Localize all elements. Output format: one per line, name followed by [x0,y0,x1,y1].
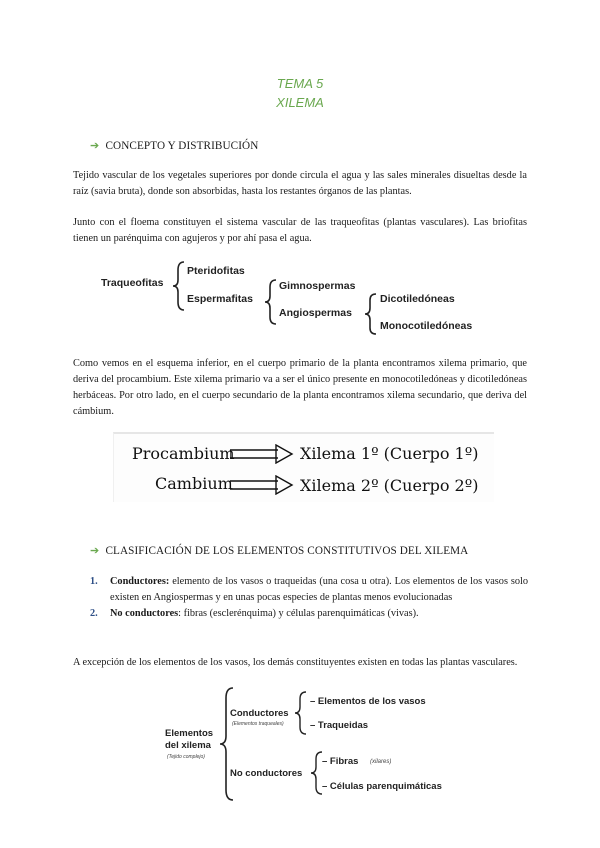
page-title: XILEMA [276,95,324,110]
arrow-right-icon: ➔ [90,545,100,557]
paragraph-definition: Tejido vascular de los vegetales superiores por donde circula el agua y las sales minerales disueltas desde la raíz (savia bruta), donde son absorbidas, hasta los restantes órganos de las plantas. [73,170,527,197]
flow-target-xilema1: Xilema 1º (Cuerpo 1º) [300,444,479,463]
paragraph-excepcion: A excepción de los elementos de los vasos, los demás constituyentes existen en todas las plantas vasculares. [73,657,518,668]
section-heading-concepto [90,139,258,152]
diagram-no-conductores: No conductores [230,768,303,779]
list-item-text [110,574,528,606]
diagram-root-traqueofitas: Traqueofitas [101,277,164,289]
list-item-body: elemento de los vasos o traqueidas (una cosa u otra). Los elementos de los vasos solo existen en Angiospermas y en unas pocas especies de plantas menos evolucionadas [110,576,528,603]
diagram-angiospermas: Angiospermas [279,307,352,319]
diagram-conductores-note: (Elementos traqueales) [232,721,284,727]
section-heading-text: CLASIFICACIÓN DE LOS ELEMENTOS CONSTITUTIVOS DEL XILEMA [105,545,469,557]
list-item [90,574,528,606]
diagram-fibras: – Fibras [322,756,359,767]
paragraph-esquema: Como vemos en el esquema inferior, en el cuerpo primario de la planta encontramos xilema primario, que deriva del procambium. Este xilema primario va a ser el único presente en monocotiledóneas y dicotiledóneas herbáceas. Por otro lado, en el cuerpo secundario de la planta encontramos xilema secundario, que deriva del cámbium. [73,358,527,417]
flow-source-procambium: Procambium [132,444,235,463]
section-heading-text: CONCEPTO Y DISTRIBUCIÓN [105,140,259,152]
diagram-root-elementos [165,728,213,752]
diagram-traqueidas: – Traqueidas [310,720,369,731]
diagram-root-line: Elementos [165,728,214,739]
double-arrow-icon [230,475,296,495]
list-number: 1. [90,576,98,587]
ordered-list [90,574,528,622]
diagram-gimnospermas: Gimnospermas [279,280,356,292]
list-item-body: : fibras (esclerénquima) y células parenquimáticas (vivas). [178,608,419,619]
brace-icon [364,292,380,336]
list-number: 2. [90,608,98,619]
list-item [90,606,528,622]
double-arrow-icon [230,444,296,464]
brace-icon [310,750,324,796]
list-item-label: No conductores [110,608,179,619]
diagram-dicotiledoneas: Dicotiledóneas [380,293,455,305]
brace-icon [218,686,236,802]
diagram-espermafitas: Espermafitas [187,293,253,305]
brace-icon [264,278,280,326]
diagram-root-line: del xilema [165,740,211,751]
section-heading-clasificacion [90,544,468,557]
diagram-conductores: Conductores [230,708,289,719]
flow-target-xilema2: Xilema 2º (Cuerpo 2º) [300,476,479,495]
list-item-text [110,606,419,622]
diagram-pteridofitas: Pteridofitas [187,265,245,277]
brace-icon [172,260,188,312]
flow-source-cambium: Cambium [155,474,233,493]
brace-icon [294,690,308,736]
diagram-monocotiledoneas: Monocotiledóneas [380,320,473,332]
arrow-right-icon: ➔ [90,140,100,152]
topic-number: TEMA 5 [276,76,324,91]
diagram-vasos: – Elementos de los vasos [310,696,426,707]
diagram-celulas: – Células parenquimáticas [322,781,442,792]
list-item-label: Conductores: [110,576,170,587]
diagram-fibras-note: (xilares) [370,759,392,765]
paragraph-floema: Junto con el floema constituyen el sistema vascular de las traqueofitas (plantas vasculares). Las briofitas tienen un parénquima con agujeros y por ahí pasa el agua. [73,217,527,244]
diagram-root-note: (Tejido complejo) [167,754,205,760]
